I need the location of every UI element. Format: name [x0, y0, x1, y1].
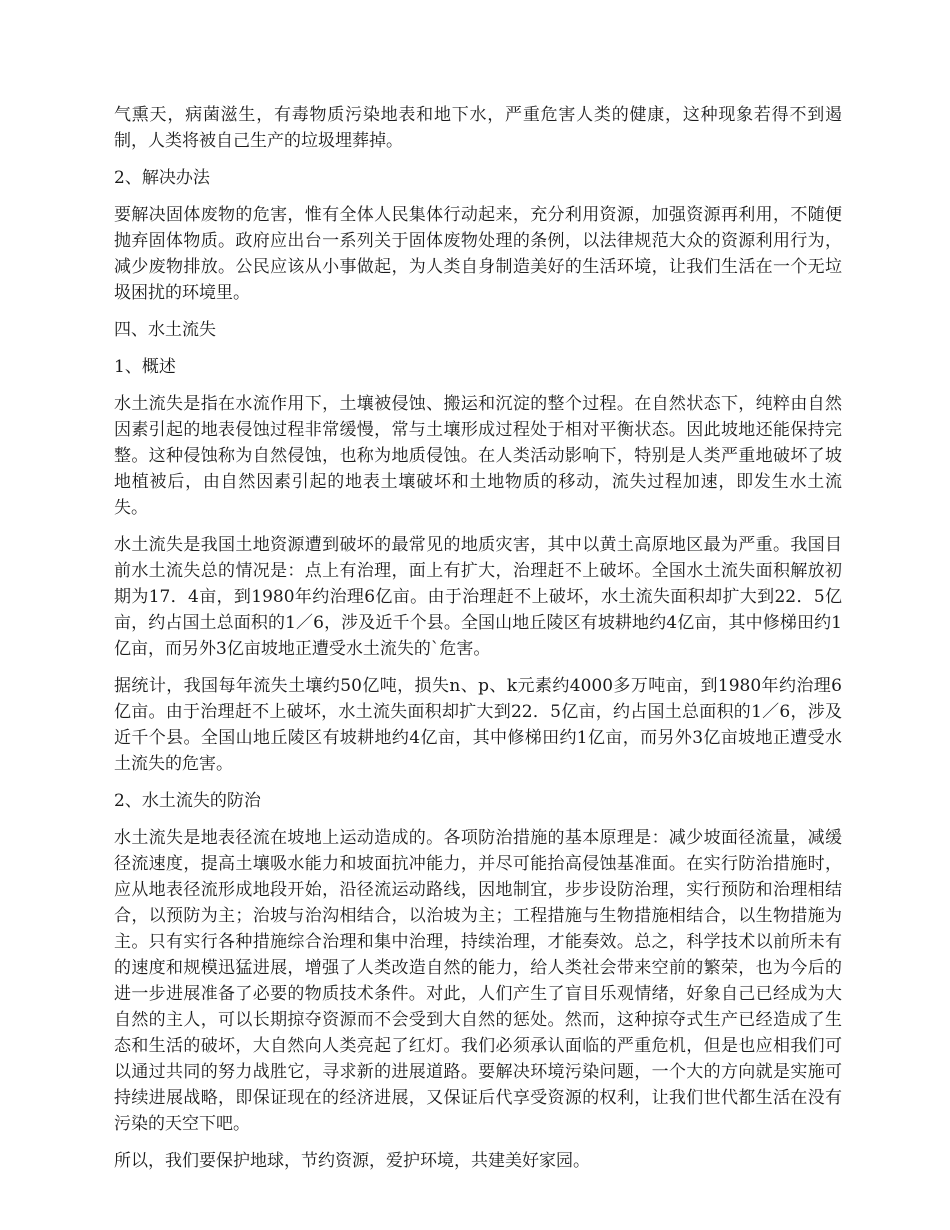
paragraph-national-situation: 水土流失是我国土地资源遭到破坏的最常见的地质灾害，其中以黄土高原地区最为严重。我国目前水土流失总的情况是：点上有治理，面上有扩大，治理赶不上破坏。全国水土流失面积解放初期为17．4亩，到1980年约治理6亿亩。由于治理赶不上破坏，水土流失面积却扩大到22．5亿亩，约占国土总面积的1／6，涉及近千个县。全国山地丘陵区有坡耕地约4亿亩，其中修梯田约1亿亩，而另外3亿亩坡地正遭受水土流失的`危害。: [114, 535, 842, 659]
paragraph-overview: 水土流失是指在水流作用下，土壤被侵蚀、搬运和沉淀的整个过程。在自然状态下，纯粹由自然因素引起的地表侵蚀过程非常缓慢，常与土壤形成过程处于相对平衡状态。因此坡地还能保持完整。这种侵蚀称为自然侵蚀，也称为地质侵蚀。在人类活动影响下，特别是人类严重地破坏了坡地植被后，由自然因素引起的地表土壤破坏和土地物质的移动，流失过程加速，即发生水土流失。: [114, 394, 842, 518]
paragraph-prevention: 水土流失是地表径流在坡地上运动造成的。各项防治措施的基本原理是：减少坡面径流量，减缓径流速度，提高土壤吸水能力和坡面抗冲能力，并尽可能抬高侵蚀基准面。在实行防治措施时，应从地表径流形成地段开始，沿径流运动路线，因地制宜，步步设防治理，实行预防和治理相结合，以预防为主；治坡与治沟相结合，以治坡为主；工程措施与生物措施相结合，以生物措施为主。只有实行各种措施综合治理和集中治理，持续治理，才能奏效。总之，科学技术以前所未有的速度和规模迅猛进展，增强了人类改造自然的能力，给人类社会带来空前的繁荣，也为今后的进一步进展准备了必要的物质技术条件。对此，人们产生了盲目乐观情绪，好象自己已经成为大自然的主人，可以长期掠夺资源而不会受到大自然的惩处。然而，这种掠夺式生产已经造成了生态和生活的破坏，大自然向人类亮起了红灯。我们必须承认面临的严重危机，但是也应相我们可以通过共同的努力战胜它，寻求新的进展道路。要解决环境污染问题，一个大的方向就是实施可持续进展战略，即保证现在的经济进展，又保证后代享受资源的权利，让我们世代都生活在没有污染的天空下吧。: [114, 828, 842, 1134]
paragraph-continuation: 气熏天，病菌滋生，有毒物质污染地表和地下水，严重危害人类的健康，这种现象若得不到遏制，人类将被自己生产的垃圾埋葬掉。: [114, 105, 842, 151]
paragraph-conclusion: 所以，我们要保护地球，节约资源，爱护环境，共建美好家园。: [114, 1151, 590, 1171]
paragraph-solutions: 要解决固体废物的危害，惟有全体人民集体行动起来，充分利用资源，加强资源再利用，不随便抛弃固体物质。政府应出台一系列关于固体废物处理的条例，以法律规范大众的资源利用行为，减少废物排放。公民应该从小事做起，为人类自身制造美好的生活环境，让我们生活在一个无垃圾困扰的环境里。: [114, 205, 842, 303]
paragraph-statistics: 据统计，我国每年流失土壤约50亿吨，损失n、p、k元素约4000多万吨亩，到1980年约治理6亿亩。由于治理赶不上破坏，水土流失面积却扩大到22．5亿亩，约占国土总面积的1／6，涉及近千个县。全国山地丘陵区有坡耕地约4亿亩，其中修梯田约1亿亩，而另外3亿亩坡地正遭受水土流失的危害。: [114, 676, 842, 774]
section-heading-soil-erosion: 四、水土流失: [114, 320, 216, 340]
document-page: [114, 102, 842, 1185]
subsection-heading-prevention: 2、水土流失的防治: [114, 791, 261, 811]
subsection-heading-overview: 1、概述: [114, 357, 176, 377]
section-heading-solutions: 2、解决办法: [114, 168, 210, 188]
